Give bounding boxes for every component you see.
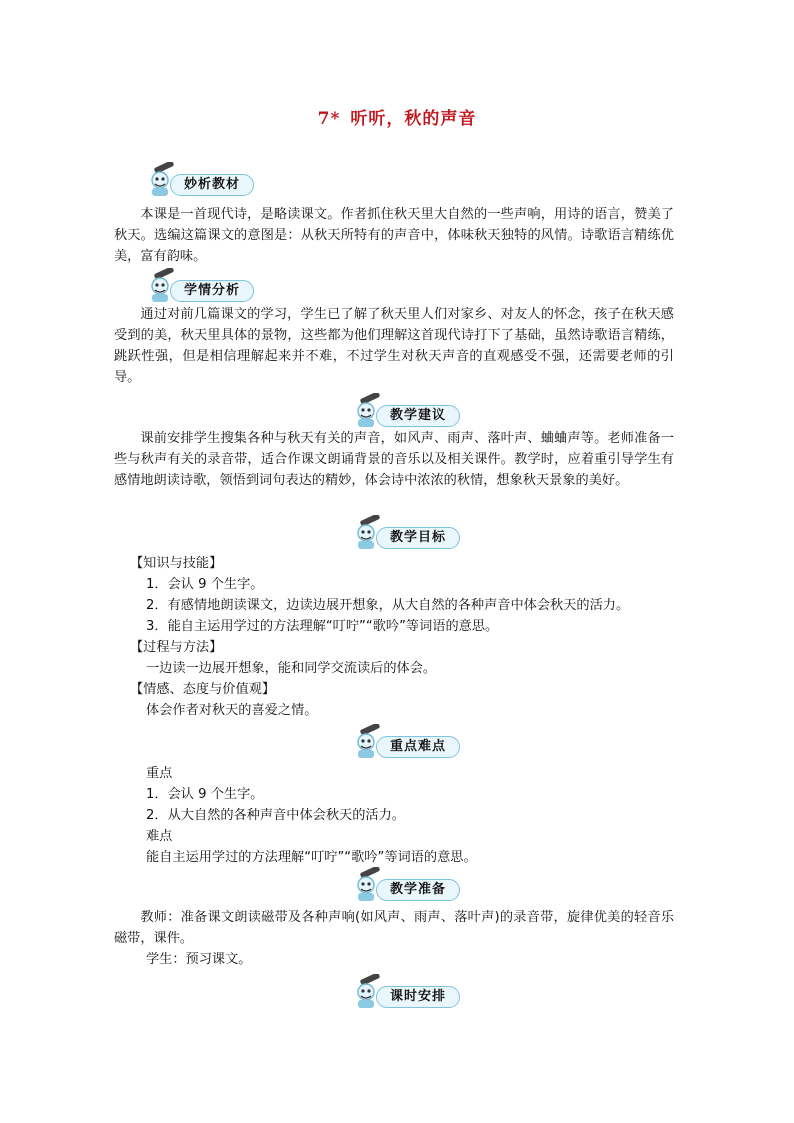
- section-label: 教学目标: [376, 527, 460, 549]
- section-badge-schedule: [352, 974, 464, 1010]
- goal-heading: 【知识与技能】: [130, 556, 223, 571]
- goal-item: 1．会认 9 个生字。: [146, 577, 264, 592]
- lesson-title: 听听，秋的声音: [350, 109, 477, 129]
- section-badge-advice: [352, 393, 464, 429]
- goal-item: 3．能自主运用学过的方法理解“叮咛”“歌吟”等词语的意思。: [146, 619, 499, 634]
- goal-item: 2．有感情地朗读课文，边读边展开想象，从大自然的各种声音中体会秋天的活力。: [146, 598, 630, 613]
- section-label: 重点难点: [376, 736, 460, 758]
- section-text: 课前安排学生搜集各种与秋天有关的声音，如风声、雨声、落叶声、蛐蛐声等。老师准备一些与秋声有关的录音带，适合作课文朗诵背景的音乐以及相关课件。教学时，应着重引导学生有感情地朗读诗歌，领悟到词句表达的精妙，体会诗中浓浓的秋情，想象秋天景象的美好。: [114, 431, 674, 488]
- keypoint-heading: 重点: [146, 766, 173, 781]
- section-badge-preparation: [352, 867, 464, 903]
- section-badge-keypoints: [352, 724, 464, 760]
- section-text: 本课是一首现代诗，是略读课文。作者抓住秋天里大自然的一些声响，用诗的语言，赞美了秋天。选编这篇课文的意图是：从秋天所特有的声音中，体味秋天独特的风情。诗歌语言精练优美，富有韵味。: [114, 207, 674, 264]
- prep-teacher: 教师：准备课文朗读磁带及各种声响(如风声、雨声、落叶声)的录音带，旋律优美的轻音乐磁带，课件。: [114, 910, 674, 946]
- goal-item: 体会作者对秋天的喜爱之情。: [146, 703, 318, 718]
- difficulty-heading: 难点: [146, 829, 173, 844]
- section-badge-learner: [146, 268, 258, 304]
- goal-heading: 【过程与方法】: [130, 640, 223, 655]
- section-label: 教学建议: [376, 405, 460, 427]
- keypoint-item: 2．从大自然的各种声音中体会秋天的活力。: [146, 808, 405, 823]
- section-label: 教学准备: [376, 879, 460, 901]
- section-label: 课时安排: [376, 986, 460, 1008]
- section-text: 通过对前几篇课文的学习，学生已了解了秋天里人们对家乡、对友人的怀念，孩子在秋天感受到的美，秋天里具体的景物，这些都为他们理解这首现代诗打下了基础，虽然诗歌语言精练，跳跃性强，但是相信理解起来并不难，不过学生对秋天声音的直观感受不强，还需要老师的引导。: [114, 307, 674, 385]
- section-badge-analysis: [146, 162, 258, 198]
- section-badge-goals: [352, 515, 464, 551]
- section-label: 妙析教材: [170, 174, 254, 196]
- section-label: 学情分析: [170, 280, 254, 302]
- page-title: [0, 104, 794, 129]
- keypoint-item: 1．会认 9 个生字。: [146, 787, 264, 802]
- lesson-number: 7*: [317, 109, 341, 129]
- difficulty-item: 能自主运用学过的方法理解“叮咛”“歌吟”等词语的意思。: [146, 850, 477, 865]
- goal-item: 一边读一边展开想象，能和同学交流读后的体会。: [146, 661, 437, 676]
- prep-student: 学生：预习课文。: [146, 952, 252, 967]
- goal-heading: 【情感、态度与价值观】: [130, 682, 276, 697]
